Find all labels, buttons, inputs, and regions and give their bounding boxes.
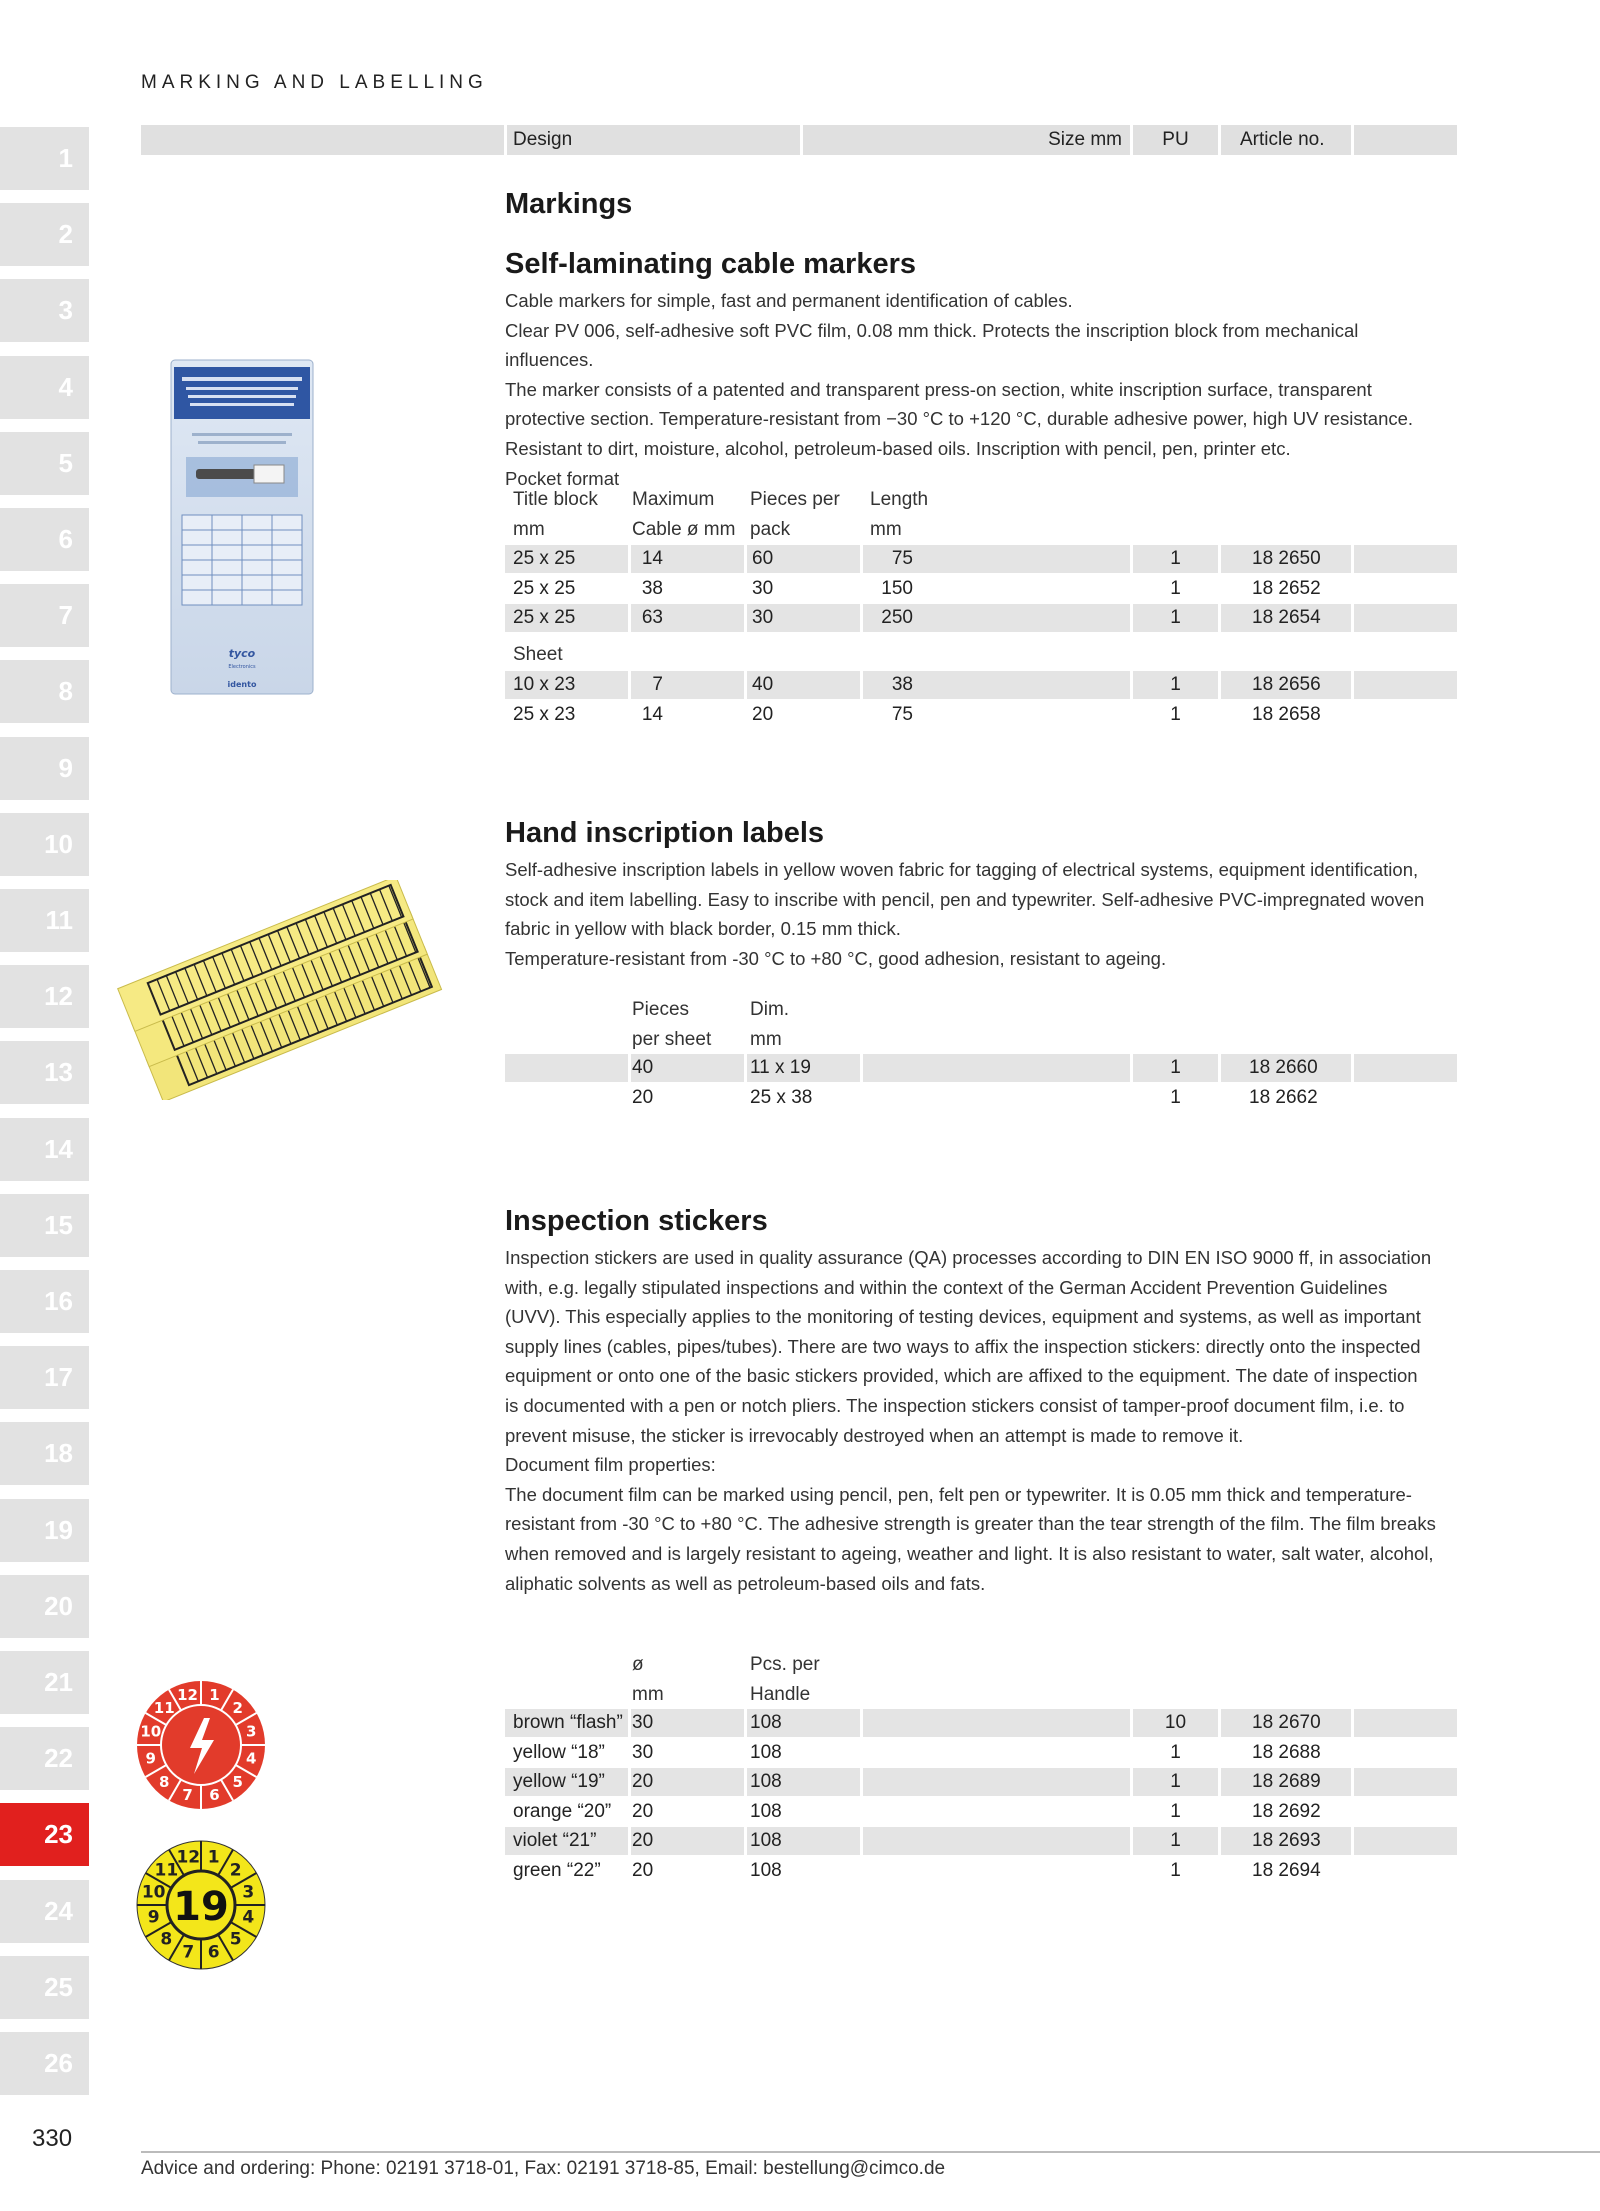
row-cell-bg bbox=[1354, 1709, 1457, 1737]
description-line: Inspection stickers are used in quality assurance (QA) processes according to DIN EN ISO 9000 ff, in association bbox=[505, 1247, 1432, 1268]
cell-pu: 1 bbox=[1170, 1859, 1181, 1881]
description-line: when removed and is largely resistant to ageing, weather and light. It is also resistant to water, salt water, alcohol, bbox=[505, 1542, 1434, 1564]
description-line: equipment or onto one of the basic stickers provided, which are affixed to the equipment. The date of inspection bbox=[505, 1365, 1418, 1387]
cell-max-cable: 14 bbox=[641, 548, 663, 569]
cell-pcs-per-handle: 108 bbox=[750, 1712, 782, 1733]
cell-length: 150 bbox=[881, 577, 913, 599]
table-row bbox=[505, 671, 1457, 699]
hand-labels-image bbox=[110, 880, 450, 1100]
chapter-tab-7[interactable]: 7 bbox=[0, 584, 89, 647]
cell-sticker-name: yellow “19” bbox=[513, 1771, 605, 1792]
cell-pcs-per-handle: 108 bbox=[750, 1800, 782, 1822]
row-cell-bg bbox=[505, 1054, 628, 1082]
col-header-pcs-per-handle: Pcs. per Handle bbox=[750, 1654, 820, 1705]
chapter-tab-18[interactable]: 18 bbox=[0, 1422, 89, 1485]
chapter-tab-12[interactable]: 12 bbox=[0, 965, 89, 1028]
cell-pieces: 20 bbox=[752, 703, 774, 725]
chapter-tab-1[interactable]: 1 bbox=[0, 127, 89, 190]
header-bar-left bbox=[141, 125, 504, 155]
description-line: The marker consists of a patented and transparent press-on section, white inscription surface, transparent bbox=[505, 378, 1372, 400]
chapter-tab-26[interactable]: 26 bbox=[0, 2032, 89, 2095]
chapter-tab-22[interactable]: 22 bbox=[0, 1727, 89, 1790]
cell-article: 18 2689 bbox=[1252, 1771, 1321, 1792]
chapter-tab-3[interactable]: 3 bbox=[0, 279, 89, 342]
table-row bbox=[505, 1768, 1457, 1796]
chapter-tab-11[interactable]: 11 bbox=[0, 889, 89, 952]
svg-text:2: 2 bbox=[229, 1860, 242, 1881]
hand-labels-description bbox=[505, 855, 1445, 973]
chapter-tab-13[interactable]: 13 bbox=[0, 1041, 89, 1104]
table-row bbox=[505, 1084, 1457, 1112]
cell-pu: 1 bbox=[1170, 548, 1181, 569]
cell-pieces: 40 bbox=[632, 1057, 654, 1078]
header-design: Design bbox=[513, 129, 573, 150]
cell-length: 250 bbox=[881, 607, 913, 628]
cell-length: 75 bbox=[891, 548, 913, 569]
cell-pu: 10 bbox=[1164, 1712, 1187, 1733]
table-row bbox=[505, 575, 1457, 603]
svg-text:10: 10 bbox=[140, 1722, 162, 1741]
svg-text:8: 8 bbox=[159, 1772, 170, 1791]
svg-text:8: 8 bbox=[160, 1929, 173, 1950]
row-cell-bg bbox=[1354, 1054, 1457, 1082]
header-size: Size mm bbox=[1048, 129, 1122, 150]
row-cell-bg bbox=[1354, 604, 1457, 632]
cell-pu: 1 bbox=[1170, 1830, 1181, 1851]
header-article: Article no. bbox=[1240, 129, 1325, 150]
cell-diameter: 30 bbox=[632, 1741, 654, 1763]
pack-brand-sub: Electronics bbox=[228, 664, 256, 670]
cell-sticker-name: green “22” bbox=[513, 1859, 601, 1881]
cell-title-block: 25 x 25 bbox=[513, 577, 576, 599]
col-header-length: Length mm bbox=[870, 489, 929, 540]
cell-sticker-name: brown “flash” bbox=[513, 1712, 623, 1733]
sheet-label: Sheet bbox=[513, 644, 563, 665]
description-line: supply lines (cables, pipes/tubes). There are two ways to affix the inspection stickers: directly onto the inspected bbox=[505, 1335, 1421, 1357]
red-flash-sticker-image bbox=[134, 1678, 268, 1812]
cable-marker-pack-image bbox=[168, 357, 316, 697]
description-line: protective section. Temperature-resistant from −30 °C to +120 °C, durable adhesive power, high UV resistance. bbox=[505, 408, 1414, 430]
row-cell-bg bbox=[1354, 1827, 1457, 1855]
cell-article: 18 2660 bbox=[1249, 1057, 1318, 1078]
cell-max-cable: 63 bbox=[641, 607, 663, 628]
pack-brand-idento: idento bbox=[227, 680, 257, 689]
yellow-19-sticker-image bbox=[134, 1838, 268, 1972]
svg-text:5: 5 bbox=[229, 1929, 242, 1950]
chapter-tab-16[interactable]: 16 bbox=[0, 1270, 89, 1333]
svg-text:9: 9 bbox=[147, 1907, 160, 1928]
svg-text:5: 5 bbox=[232, 1772, 243, 1791]
chapter-tab-10[interactable]: 10 bbox=[0, 813, 89, 876]
section-header: MARKING AND LABELLING bbox=[141, 72, 488, 93]
description-line: resistant from -30 °C to +80 °C. The adhesive strength is greater than the tear strength of the film. The film breaks bbox=[505, 1513, 1436, 1535]
cell-dim: 25 x 38 bbox=[750, 1086, 813, 1108]
cell-article: 18 2650 bbox=[1252, 548, 1321, 569]
cable-markers-title: Self-laminating cable markers bbox=[505, 248, 916, 280]
header-bar-end bbox=[1354, 125, 1457, 155]
cell-article: 18 2656 bbox=[1252, 674, 1321, 695]
cell-title-block: 25 x 23 bbox=[513, 703, 576, 725]
cell-pu: 1 bbox=[1170, 1086, 1181, 1108]
cell-max-cable: 7 bbox=[652, 674, 663, 695]
chapter-tab-4[interactable]: 4 bbox=[0, 356, 89, 419]
chapter-tab-21[interactable]: 21 bbox=[0, 1651, 89, 1714]
cell-article: 18 2658 bbox=[1252, 703, 1321, 725]
footer-divider bbox=[141, 2151, 1600, 2153]
svg-text:12: 12 bbox=[176, 1847, 201, 1868]
description-line: with, e.g. legally stipulated inspections and within the context of the German Accident Prevention Guidelines bbox=[505, 1276, 1388, 1298]
cell-diameter: 20 bbox=[632, 1859, 654, 1881]
cell-article: 18 2688 bbox=[1252, 1741, 1321, 1763]
cell-max-cable: 14 bbox=[641, 703, 663, 725]
description-line: Resistant to dirt, moisture, alcohol, petroleum-based oils. Inscription with pencil, pen, printer etc. bbox=[505, 437, 1291, 459]
description-line: fabric in yellow with black border, 0.15 mm thick. bbox=[505, 918, 901, 940]
cell-article: 18 2694 bbox=[1252, 1859, 1321, 1881]
cell-title-block: 10 x 23 bbox=[513, 674, 576, 695]
chapter-tab-6[interactable]: 6 bbox=[0, 508, 89, 571]
col-header-dim: Dim. mm bbox=[750, 999, 790, 1050]
cell-article: 18 2693 bbox=[1252, 1830, 1321, 1851]
row-cell-bg bbox=[863, 1798, 1130, 1826]
col-header-pieces-per-sheet: Pieces per sheet bbox=[632, 999, 712, 1050]
svg-text:1: 1 bbox=[209, 1685, 220, 1704]
cell-pieces: 30 bbox=[752, 607, 774, 628]
table-row bbox=[505, 1857, 1457, 1885]
cell-pu: 1 bbox=[1170, 1741, 1181, 1763]
cell-pu: 1 bbox=[1170, 607, 1181, 628]
cell-title-block: 25 x 25 bbox=[513, 548, 576, 569]
cell-sticker-name: orange “20” bbox=[513, 1800, 612, 1822]
row-cell-bg bbox=[1354, 1798, 1457, 1826]
table-row bbox=[505, 604, 1457, 632]
table-row bbox=[505, 1054, 1457, 1082]
chapter-tab-19[interactable]: 19 bbox=[0, 1499, 89, 1562]
svg-text:3: 3 bbox=[242, 1882, 255, 1903]
cell-length: 75 bbox=[891, 703, 913, 725]
cell-pu: 1 bbox=[1170, 1800, 1181, 1822]
description-line: The document film can be marked using pencil, pen, felt pen or typewriter. It is 0.05 mm thick and temperature- bbox=[505, 1483, 1412, 1505]
description-line: Pocket format bbox=[505, 467, 620, 489]
row-cell-bg bbox=[1354, 671, 1457, 699]
description-line: is documented with a pen or notch pliers. The inspection stickers consist of tamper-proof document film, i.e. to bbox=[505, 1394, 1405, 1416]
cell-pu: 1 bbox=[1170, 1057, 1181, 1078]
description-line: prevent misuse, the sticker is irrevocably destroyed when an attempt is made to remove it. bbox=[505, 1424, 1244, 1446]
chapter-tab-5[interactable]: 5 bbox=[0, 432, 89, 495]
svg-text:1: 1 bbox=[207, 1847, 220, 1868]
col-header-title-block: Title block mm bbox=[513, 489, 598, 540]
page-number: 330 bbox=[32, 2125, 73, 2152]
inspection-description bbox=[505, 1243, 1445, 1598]
markings-title: Markings bbox=[505, 188, 633, 220]
svg-text:9: 9 bbox=[145, 1749, 156, 1768]
cable-markers-description bbox=[505, 286, 1445, 493]
svg-text:11: 11 bbox=[154, 1860, 179, 1881]
sticker-number: 19 bbox=[173, 1884, 229, 1930]
row-cell-bg bbox=[863, 1739, 1130, 1767]
row-cell-bg bbox=[1354, 545, 1457, 573]
row-cell-bg bbox=[1354, 575, 1457, 603]
inspection-title: Inspection stickers bbox=[505, 1205, 768, 1237]
cell-diameter: 30 bbox=[632, 1712, 654, 1733]
row-cell-bg bbox=[505, 1084, 628, 1112]
description-line: Clear PV 006, self-adhesive soft PVC film, 0.08 mm thick. Protects the inscription block from mechanical influences. bbox=[505, 319, 1359, 371]
description-line: aliphatic solvents as well as petroleum-based oils and fats. bbox=[505, 1572, 986, 1594]
row-cell-bg bbox=[863, 1084, 1130, 1112]
svg-text:11: 11 bbox=[153, 1699, 175, 1718]
description-line: (UVV). This especially applies to the monitoring of testing devices, equipment and systems, as well as important bbox=[505, 1306, 1421, 1328]
cell-max-cable: 38 bbox=[641, 577, 663, 599]
row-cell-bg bbox=[1354, 1084, 1457, 1112]
row-cell-bg bbox=[1354, 1768, 1457, 1796]
description-line: Cable markers for simple, fast and permanent identification of cables. bbox=[505, 290, 1073, 311]
chapter-tab-23[interactable]: 23 bbox=[0, 1803, 89, 1866]
chapter-tab-20[interactable]: 20 bbox=[0, 1575, 89, 1638]
footer-contact: Advice and ordering: Phone: 02191 3718-01, Fax: 02191 3718-85, Email: bestellung@cimco.de bbox=[141, 2158, 946, 2179]
cell-article: 18 2654 bbox=[1252, 607, 1321, 628]
table-row bbox=[505, 545, 1457, 573]
svg-text:7: 7 bbox=[182, 1786, 193, 1805]
header-pu: PU bbox=[1162, 129, 1189, 150]
svg-text:4: 4 bbox=[246, 1749, 257, 1768]
row-cell-bg bbox=[863, 1857, 1130, 1885]
chapter-tab-14[interactable]: 14 bbox=[0, 1118, 89, 1181]
hand-labels-title: Hand inscription labels bbox=[505, 817, 825, 849]
cell-pcs-per-handle: 108 bbox=[750, 1830, 782, 1851]
cell-article: 18 2692 bbox=[1252, 1800, 1321, 1822]
cell-sticker-name: violet “21” bbox=[513, 1830, 597, 1851]
col-header-pieces: Pieces per pack bbox=[750, 489, 840, 540]
chapter-tab-2[interactable]: 2 bbox=[0, 203, 89, 266]
description-line: Self-adhesive inscription labels in yellow woven fabric for tagging of electrical systems, equipment identification, bbox=[505, 859, 1419, 880]
svg-text:2: 2 bbox=[232, 1699, 243, 1718]
cell-sticker-name: yellow “18” bbox=[513, 1741, 605, 1763]
table-row bbox=[505, 1709, 1457, 1737]
cell-diameter: 20 bbox=[632, 1830, 654, 1851]
col-header-diameter: ø mm bbox=[632, 1654, 664, 1705]
svg-text:10: 10 bbox=[141, 1882, 166, 1903]
cell-pieces: 30 bbox=[752, 577, 774, 599]
cell-pcs-per-handle: 108 bbox=[750, 1771, 782, 1792]
chapter-tab-8[interactable]: 8 bbox=[0, 660, 89, 723]
row-cell-bg bbox=[863, 1768, 1130, 1796]
row-cell-bg bbox=[863, 1827, 1130, 1855]
svg-text:6: 6 bbox=[209, 1786, 220, 1805]
table-row bbox=[505, 1739, 1457, 1767]
cell-pcs-per-handle: 108 bbox=[750, 1859, 782, 1881]
cell-article: 18 2670 bbox=[1252, 1712, 1321, 1733]
cell-diameter: 20 bbox=[632, 1771, 654, 1792]
chapter-tab-25[interactable]: 25 bbox=[0, 1956, 89, 2019]
cell-article: 18 2662 bbox=[1249, 1086, 1318, 1108]
cell-length: 38 bbox=[891, 674, 913, 695]
cell-pu: 1 bbox=[1170, 703, 1181, 725]
svg-text:12: 12 bbox=[177, 1685, 198, 1704]
cell-pieces: 40 bbox=[752, 674, 774, 695]
cell-pu: 1 bbox=[1170, 577, 1181, 599]
row-cell-bg bbox=[1354, 701, 1457, 729]
svg-text:6: 6 bbox=[207, 1942, 220, 1963]
cell-pieces: 60 bbox=[752, 548, 774, 569]
pack-brand: tyco bbox=[228, 647, 256, 660]
cell-dim: 11 x 19 bbox=[750, 1057, 811, 1078]
cell-pieces: 20 bbox=[632, 1086, 654, 1108]
table-row bbox=[505, 701, 1457, 729]
svg-text:7: 7 bbox=[182, 1942, 195, 1963]
row-cell-bg bbox=[863, 1709, 1130, 1737]
description-line: Document film properties: bbox=[505, 1454, 716, 1476]
cell-diameter: 20 bbox=[632, 1800, 654, 1822]
table-row bbox=[505, 1827, 1457, 1855]
chapter-tab-24[interactable]: 24 bbox=[0, 1880, 89, 1943]
chapter-tab-15[interactable]: 15 bbox=[0, 1194, 89, 1257]
row-cell-bg bbox=[1354, 1739, 1457, 1767]
svg-text:4: 4 bbox=[242, 1907, 255, 1928]
cell-pcs-per-handle: 108 bbox=[750, 1741, 782, 1763]
cell-pu: 1 bbox=[1170, 674, 1181, 695]
row-cell-bg bbox=[1354, 1857, 1457, 1885]
svg-text:3: 3 bbox=[246, 1722, 257, 1741]
table-row bbox=[505, 1798, 1457, 1826]
chapter-tab-9[interactable]: 9 bbox=[0, 737, 89, 800]
row-cell-bg bbox=[863, 1054, 1130, 1082]
description-line: Temperature-resistant from -30 °C to +80 °C, good adhesion, resistant to ageing. bbox=[505, 947, 1167, 969]
cell-article: 18 2652 bbox=[1252, 577, 1321, 599]
chapter-tab-17[interactable]: 17 bbox=[0, 1346, 89, 1409]
col-header-max-cable: Maximum Cable ø mm bbox=[632, 489, 736, 540]
description-line: stock and item labelling. Easy to inscribe with pencil, pen and typewriter. Self-adhesive PVC-impregnated woven bbox=[505, 888, 1425, 910]
cell-title-block: 25 x 25 bbox=[513, 607, 576, 628]
cell-pu: 1 bbox=[1170, 1771, 1181, 1792]
